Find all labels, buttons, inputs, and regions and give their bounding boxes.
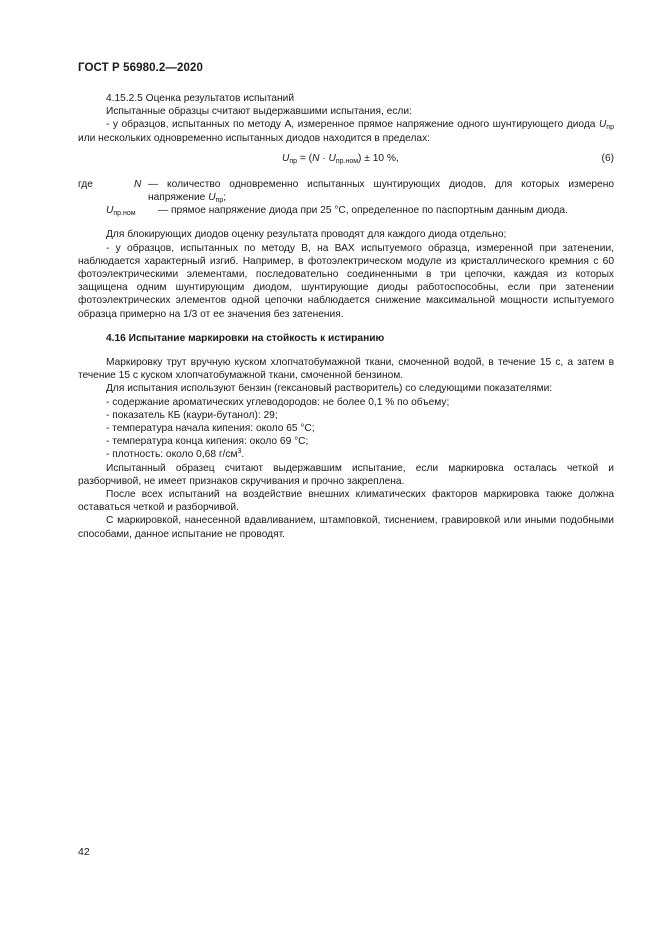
paragraph: Испытанные образцы считают выдержавшими испытания, если: — [106, 106, 412, 118]
symbol-u-nom: $U_{пр.ном}$ — [106, 205, 136, 218]
definition-n-text: — количество одновременно испытанных шунтирующих диодов, для которых измерено напряжение $U_{пр}$; — [148, 178, 614, 205]
list-item: - показатель КБ (каури-бутанол): 29; — [106, 409, 278, 421]
paragraph-method-b: - у образцов, испытанных по методу В, на ВАХ испытуемого образца, измеренной при затенении, наблюдается характерный изгиб. Например, в фотоэлектрическом модуле из кристаллического кремния с 60 фотоэлектрическими элементами, последовательно соединенными в три цепочки, каждая из которых защищена одним шунтирующим диодом, шунтирующие диоды работоспособны, если при затенении фотоэлектрических элементов одной цепочки наблюдается снижение максимальной мощности испытуемого образца примерно на 1/3 от ее значения без затенения. — [78, 242, 614, 320]
section-title-4-16: 4.16 Испытание маркировки на стойкость к истиранию — [106, 332, 385, 344]
subsection-title-4-15-2-5: 4.15.2.5 Оценка результатов испытаний — [106, 93, 295, 104]
paragraph-method-a: - у образцов, испытанных по методу А, измеренное прямое напряжение одного шунтирующего диода $U_{пр}$ или нескольких одновременно испытанных диодов находится в пределах: — [78, 119, 614, 144]
definition-n — [78, 178, 614, 204]
definition-u-nom-text: — прямое напряжение диода при 25 °С, определенное по паспортным данным диода. — [158, 205, 568, 217]
where-label: где — [78, 178, 93, 190]
symbol-n: N — [134, 178, 142, 190]
paragraph: Испытанный образец считают выдержавшим испытание, если маркировка осталась четкой и разборчивой, не имеет признаков скручивания и прочно закреплена. — [78, 462, 614, 487]
paragraph: Для испытания используют бензин (гексановый растворитель) со следующими показателями: — [106, 383, 553, 395]
list-item: - содержание ароматических углеводородов: не более 0,1 % по объему; — [106, 396, 450, 408]
document-body — [78, 92, 614, 541]
list-item: - температура конца кипения: около 69 °С; — [106, 436, 309, 448]
definition-u-nom — [78, 204, 614, 217]
formula-6 — [78, 148, 614, 172]
list-item: - плотность: около 0,68 $г/см^3$. — [106, 448, 245, 461]
formula-expression: $U_{пр} = (N \cdot U_{пр.ном}) \pm 10$ %, — [282, 152, 399, 165]
paragraph: Маркировку трут вручную куском хлопчатобумажной ткани, смоченной водой, в течение 15 с, а затем в течение 15 с куском хлопчатобумажной ткани, смоченной бензином. — [78, 357, 614, 382]
paragraph: С маркировкой, нанесенной вдавливанием, штамповкой, тиснением, гравировкой или иными подобными способами, данное испытание не проводят. — [78, 515, 614, 540]
page-number: 42 — [78, 846, 90, 858]
list-item: - температура начала кипения: около 65 °С; — [106, 423, 315, 435]
formula-number: (6) — [601, 152, 614, 164]
paragraph: После всех испытаний на воздействие внешних климатических факторов маркировка также должна оставаться четкой и разборчивой. — [78, 489, 614, 514]
document-header: ГОСТ Р 56980.2—2020 — [78, 62, 203, 74]
paragraph: Для блокирующих диодов оценку результата проводят для каждого диода отдельно; — [106, 229, 507, 241]
